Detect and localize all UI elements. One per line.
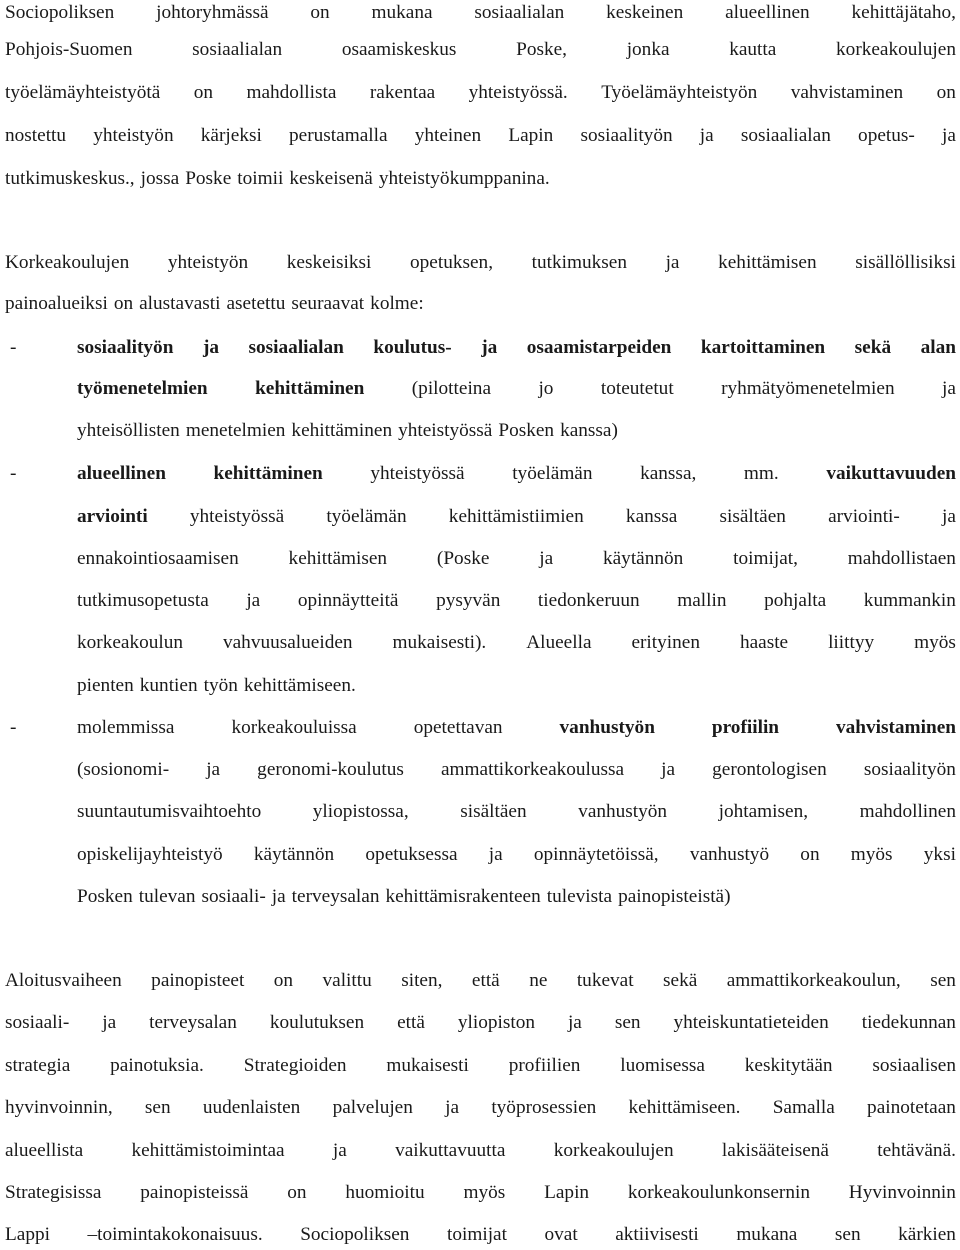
text-line: alueellinen kehittäminen yhteistyössä työelämän kanssa, mm. vaikuttavuuden xyxy=(77,463,956,484)
text-line: sosiaali- ja terveysalan koulutuksen että yliopiston ja sen yhteiskuntatieteiden tiedekunnan xyxy=(5,1012,956,1033)
text-line: strategia painotuksia. Strategioiden mukaisesti profiilien luomisessa keskitytään sosiaalisen xyxy=(5,1055,956,1076)
text-line: alueellista kehittämistoimintaa ja vaikuttavuutta korkeakoulujen lakisääteisenä tehtävänä. xyxy=(5,1140,956,1161)
text-line: Lappi –toimintakokonaisuus. Sociopoliksen toimijat ovat aktiivisesti mukana sen kärkien xyxy=(5,1224,956,1245)
text-line: tutkimusopetusta ja opinnäytteitä pysyvän tiedonkeruun mallin pohjalta kummankin xyxy=(77,590,956,611)
text-line: nostettu yhteistyön kärjeksi perustamalla yhteinen Lapin sosiaalityön ja sosiaalialan opetus- ja xyxy=(5,125,956,146)
list-dash: - xyxy=(10,717,17,738)
text-line: työelämäyhteistyötä on mahdollista rakentaa yhteistyössä. Työelämäyhteistyön vahvistaminen on xyxy=(5,82,956,103)
text-line: painoalueiksi on alustavasti asetettu seuraavat kolme: xyxy=(5,293,424,314)
text-line: Posken tulevan sosiaali- ja terveysalan kehittämisrakenteen tulevista painopisteistä) xyxy=(77,886,731,907)
text-line: korkeakoulun vahvuusalueiden mukaisesti). Alueella erityinen haaste liittyy myös xyxy=(77,632,956,653)
text-line: Sociopoliksen johtoryhmässä on mukana sosiaalialan keskeinen alueellinen kehittäjätaho, xyxy=(5,2,956,23)
text-line: Korkeakoulujen yhteistyön keskeisiksi opetuksen, tutkimuksen ja kehittämisen sisällöllisiksi xyxy=(5,252,956,273)
text-line: ennakointiosaamisen kehittämisen (Poske ja käytännön toimijat, mahdollistaen xyxy=(77,548,956,569)
list-dash: - xyxy=(10,337,17,358)
text-line: arviointi yhteistyössä työelämän kehittämistiimien kanssa sisältäen arviointi- ja xyxy=(77,506,956,527)
text-line: työmenetelmien kehittäminen (pilotteina jo toteutetut ryhmätyömenetelmien ja xyxy=(77,378,956,399)
text-line: hyvinvoinnin, sen uudenlaisten palvelujen ja työprosessien kehittämiseen. Samalla painotetaan xyxy=(5,1097,956,1118)
text-line: tutkimuskeskus., jossa Poske toimii keskeisenä yhteistyökumppanina. xyxy=(5,168,550,189)
list-dash: - xyxy=(10,463,17,484)
text-line: yhteisöllisten menetelmien kehittäminen yhteistyössä Posken kanssa) xyxy=(77,420,618,441)
text-line: pienten kuntien työn kehittämiseen. xyxy=(77,675,356,696)
text-line: Aloitusvaiheen painopisteet on valittu siten, että ne tukevat sekä ammattikorkeakoulun, sen xyxy=(5,970,956,991)
text-line: molemmissa korkeakouluissa opetettavan vanhustyön profiilin vahvistaminen xyxy=(77,717,956,738)
text-line: opiskelijayhteistyö käytännön opetuksessa ja opinnäytetöissä, vanhustyö on myös yksi xyxy=(77,844,956,865)
text-line: suuntautumisvaihtoehto yliopistossa, sisältäen vanhustyön johtamisen, mahdollinen xyxy=(77,801,956,822)
text-line: (sosionomi- ja geronomi-koulutus ammattikorkeakoulussa ja gerontologisen sosiaalityön xyxy=(77,759,956,780)
text-line: Pohjois-Suomen sosiaalialan osaamiskeskus Poske, jonka kautta korkeakoulujen xyxy=(5,39,956,60)
text-line: Strategisissa painopisteissä on huomioitu myös Lapin korkeakoulunkonsernin Hyvinvoinnin xyxy=(5,1182,956,1203)
text-line: sosiaalityön ja sosiaalialan koulutus- ja osaamistarpeiden kartoittaminen sekä alan xyxy=(77,337,956,358)
